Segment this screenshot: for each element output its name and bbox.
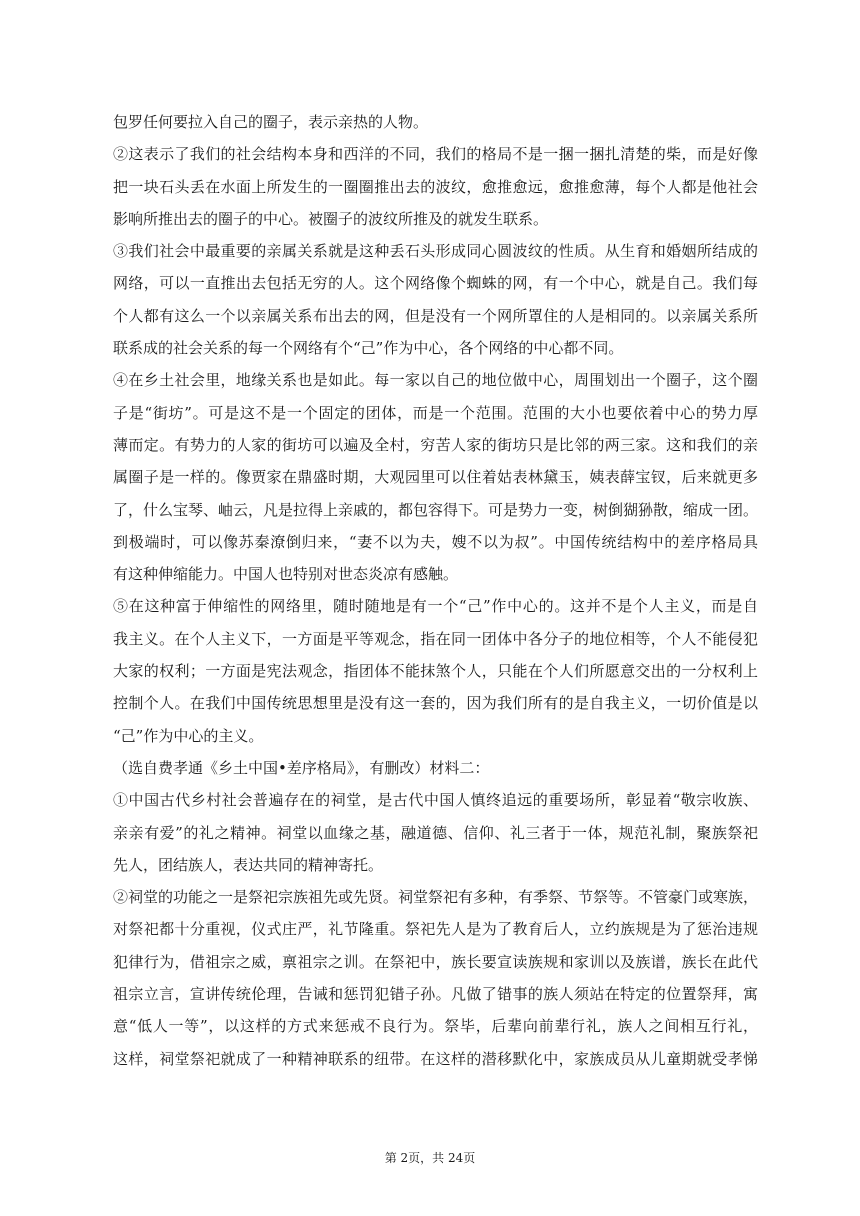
text-line: 到极端时，可以像苏秦潦倒归来，“妻不以为夫，嫂不以为叔”。中国传统结构中的差序格局具 [113,532,758,551]
text-line: ⑤在这种富于伸缩性的网络里，随时随地是有一个“己”作中心的。这并不是个人主义，而是自 [113,597,758,616]
text-line: 我主义。在个人主义下，一方面是平等观念，指在同一团体中各分子的地位相等，个人不能侵犯 [113,629,758,648]
text-line: ③我们社会中最重要的亲属关系就是这种丢石头形成同心圆波纹的性质。从生育和婚姻所结成的 [113,242,758,261]
text-line: 个人都有这么一个以亲属关系布出去的网，但是没有一个网所罩住的人是相同的。以亲属关系所 [113,306,758,325]
text-line: ②这表示了我们的社会结构本身和西洋的不同，我们的格局不是一捆一捆扎清楚的柴，而是好像 [113,145,758,164]
text-line: 控制个人。在我们中国传统思想里是没有这一套的，因为我们所有的是自我主义，一切价值是以 [113,694,758,713]
text-line: 薄而定。有势力的人家的街坊可以遍及全村，穷苦人家的街坊只是比邻的两三家。这和我们的亲 [113,435,758,454]
page-footer: 第 2页，共 24页 [384,1151,476,1165]
document-body [113,106,758,1075]
text-line: 包罗任何要拉入自己的圈子，表示亲热的人物。 [113,113,429,131]
text-line: 亲亲有爱”的礼之精神。祠堂以血缘之基，融道德、信仰、礼三者于一体，规范礼制，聚族祭祀 [113,823,758,842]
text-line: 这样，祠堂祭祀就成了一种精神联系的纽带。在这样的潜移默化中，家族成员从儿童期就受孝悌 [113,1049,758,1068]
text-line: ①中国古代乡村社会普遍存在的祠堂，是古代中国人慎终追远的重要场所，彰显着“敬宗收族、 [113,791,758,810]
text-line: 先人，团结族人，表达共同的精神寄托。 [113,855,384,874]
text-line: 网络，可以一直推出去包括无穷的人。这个网络像个蜘蛛的网，有一个中心，就是自己。我们每 [113,274,758,293]
text-line: 大家的权利；一方面是宪法观念，指团体不能抹煞个人，只能在个人们所愿意交出的一分权利上 [113,662,758,681]
text-line: ④在乡土社会里，地缘关系也是如此。每一家以自己的地位做中心，周围划出一个圈子，这个圈 [113,371,758,390]
text-line: 有这种伸缩能力。中国人也特别对世态炎凉有感触。 [113,565,459,584]
text-line: 对祭祀都十分重视，仪式庄严，礼节隆重。祭祀先人是为了教育后人，立约族规是为了惩治违规 [113,920,758,939]
text-line: 意“低人一等”，以这样的方式来惩戒不良行为。祭毕，后辈向前辈行礼，族人之间相互行礼， [113,1017,758,1036]
text-line: 子是“街坊”。可是这不是一个固定的团体，而是一个范围。范围的大小也要依着中心的势力厚 [113,403,758,422]
text-line: 把一块石头丢在水面上所发生的一圈圈推出去的波纹，愈推愈远，愈推愈薄，每个人都是他社会 [113,177,758,196]
text-line: “己”作为中心的主义。 [113,726,264,745]
text-line: 影响所推出去的圈子的中心。被圈子的波纹所推及的就发生联系。 [113,209,549,228]
text-line: 了，什么宝琴、岫云，凡是拉得上亲戚的，都包容得下。可是势力一变，树倒猢狲散，缩成一团。 [113,500,758,519]
text-line: 祖宗立言，宣讲传统伦理，告诫和惩罚犯错子孙。凡做了错事的族人须站在特定的位置祭拜，寓 [113,985,758,1004]
text-line: ②祠堂的功能之一是祭祀宗族祖先或先贤。祠堂祭祀有多种，有季祭、节祭等。不管豪门或寒族， [113,888,758,907]
text-line: 犯律行为，借祖宗之威，禀祖宗之训。在祭祀中，族长要宣读族规和家训以及族谱，族长在此代 [113,952,758,971]
text-line: 属圈子是一样的。像贾家在鼎盛时期，大观园里可以住着姑表林黛玉，姨表薛宝钗，后来就更多 [113,468,758,487]
text-line: 联系成的社会关系的每一个网络有个“己”作为中心，各个网络的中心都不同。 [113,339,624,358]
text-line: （选自费孝通《乡土中国•差序格局》，有删改）材料二： [113,758,490,777]
